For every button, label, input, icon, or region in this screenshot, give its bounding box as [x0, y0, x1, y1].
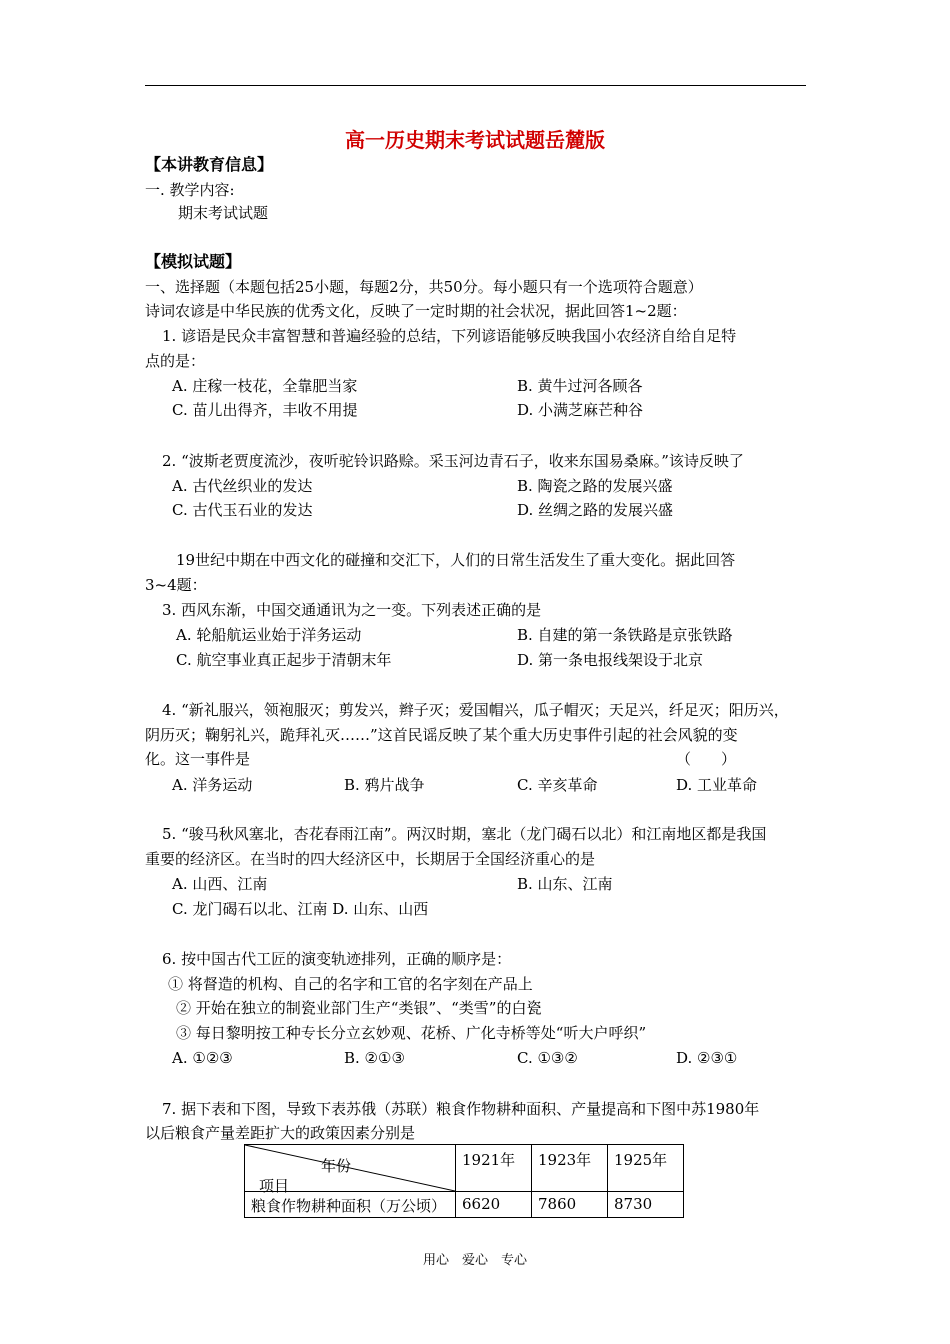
q2-option-c: C. 古代玉石业的发达 [172, 501, 313, 519]
q2-line1: 2. “波斯老贾度流沙，夜听驼铃识路赊。采玉河边青石子，收来东国易桑麻。”该诗反映了 [162, 452, 744, 470]
q4-option-b: B. 鸦片战争 [344, 776, 425, 794]
q5-option-cd: C. 龙门碣石以北、江南 D. 山东、山西 [172, 900, 429, 918]
section-info-header: 【本讲教育信息】 [145, 155, 274, 174]
section-info-content: 期末考试试题 [178, 204, 269, 222]
table-cell: 6620 [456, 1192, 532, 1218]
q3-line1: 3. 西风东渐，中国交通通讯为之一变。下列表述正确的是 [162, 601, 542, 619]
q4-option-a: A. 洋务运动 [172, 776, 253, 794]
item-label: 项目 [259, 1177, 290, 1195]
q5-option-a: A. 山西、江南 [172, 875, 268, 893]
table-row-label: 粮食作物耕种面积（万公顷） [245, 1192, 456, 1218]
q1-option-b: B. 黄牛过河各顾各 [517, 377, 643, 395]
q5-line2: 重要的经济区。在当时的四大经济区中，长期居于全国经济重心的是 [145, 850, 596, 868]
table-header-year: 1923年 [532, 1145, 608, 1192]
q6-line1: 6. 按中国古代工匠的演变轨迹排列，正确的顺序是： [162, 950, 512, 968]
q4-option-d: D. 工业革命 [676, 776, 758, 794]
header-rule [145, 85, 806, 86]
q1-option-d: D. 小满芝麻芒种谷 [517, 401, 644, 419]
q3-option-d: D. 第一条电报线架设于北京 [517, 651, 704, 669]
group2-line1: 19世纪中期在中西文化的碰撞和交汇下，人们的日常生活发生了重大变化。据此回答 [176, 551, 736, 569]
q7-line2: 以后粮食产量差距扩大的政策因素分别是 [145, 1124, 416, 1142]
page-footer: 用心 爱心 专心 [422, 1253, 527, 1268]
table-header-year: 1925年 [608, 1145, 684, 1192]
q4-line3: 化。这一事件是 [145, 750, 251, 768]
q4-line1: 4. “新礼服兴，领袍服灭；剪发兴，辫子灭；爱国帽兴，瓜子帽灭；天足兴，纤足灭；阳历兴， [162, 701, 789, 719]
q4-answer-paren: （ ） [676, 750, 737, 768]
q1-line1: 1. 谚语是民众丰富智慧和普遍经验的总结，下列谚语能够反映我国小农经济自给自足特 [162, 327, 737, 345]
q6-option-a: A. ①②③ [172, 1049, 233, 1067]
q3-option-c: C. 航空事业真正起步于清朝末年 [176, 651, 392, 669]
q3-option-a: A. 轮船航运业始于洋务运动 [176, 626, 362, 644]
q4-line2: 阴历灭；鞠躬礼兴，跪拜礼灭……”这首民谣反映了某个重大历史事件引起的社会风貌的变 [145, 726, 738, 744]
table-cell: 8730 [608, 1192, 684, 1218]
q6-statement-1: ① 将督造的机构、自己的名字和工官的名字刻在产品上 [168, 975, 533, 993]
q6-option-d: D. ②③① [676, 1049, 738, 1067]
q7-line1: 7. 据下表和下图，导致下表苏俄（苏联）粮食作物耕种面积、产量提高和下图中苏1980年 [162, 1100, 760, 1118]
section-info-item: 一. 教学内容: [145, 181, 235, 199]
table-cell: 7860 [532, 1192, 608, 1218]
q6-option-c: C. ①③② [517, 1049, 578, 1067]
q5-option-b: B. 山东、江南 [517, 875, 613, 893]
table-row [245, 1192, 684, 1218]
q4-option-c: C. 辛亥革命 [517, 776, 598, 794]
table-header-year: 1921年 [456, 1145, 532, 1192]
q1-line2: 点的是： [145, 352, 206, 370]
page-title: 高一历史期末考试试题岳麓版 [345, 128, 605, 152]
year-label: 年份 [321, 1157, 352, 1175]
grain-area-table [244, 1144, 684, 1218]
q6-statement-3: ③ 每日黎明按工种专长分立玄妙观、花桥、广化寺桥等处“听大户呼织” [176, 1024, 647, 1042]
q1-option-a: A. 庄稼一枝花，全靠肥当家 [172, 377, 358, 395]
table-header-row [245, 1145, 684, 1192]
q1-option-c: C. 苗儿出得齐，丰收不用提 [172, 401, 358, 419]
table-corner-cell [245, 1145, 456, 1195]
q2-option-a: A. 古代丝织业的发达 [172, 477, 313, 495]
q6-statement-2: ② 开始在独立的制瓷业部门生产“类银”、“类雪”的白瓷 [176, 999, 542, 1017]
group2-line2: 3~4题： [145, 576, 207, 594]
q3-option-b: B. 自建的第一条铁路是京张铁路 [517, 626, 733, 644]
q2-option-d: D. 丝绸之路的发展兴盛 [517, 501, 674, 519]
group1-intro: 诗词农谚是中华民族的优秀文化，反映了一定时期的社会状况，据此回答1~2题： [145, 302, 687, 320]
q5-line1: 5. “骏马秋风塞北，杏花春雨江南”。两汉时期，塞北（龙门碣石以北）和江南地区都是我国 [162, 825, 767, 843]
q6-option-b: B. ②①③ [344, 1049, 405, 1067]
test-intro: 一、选择题（本题包括25小题，每题2分，共50分。每小题只有一个选项符合题意） [145, 278, 703, 296]
q2-option-b: B. 陶瓷之路的发展兴盛 [517, 477, 673, 495]
section-test-header: 【模拟试题】 [145, 252, 242, 271]
